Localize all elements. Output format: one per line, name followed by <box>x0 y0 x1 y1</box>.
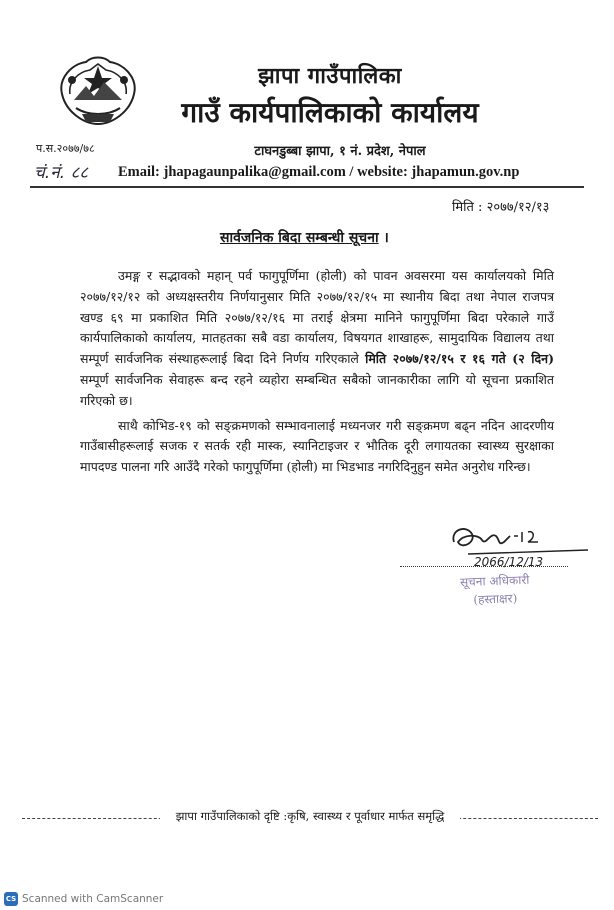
office-title: गाउँ कार्यपालिकाको कार्यालय <box>181 96 479 129</box>
holiday-dates-highlight: मिति २०७७/१२/१५ र १६ गते (२ दिन) <box>365 351 554 367</box>
subject-suffix: । <box>378 230 389 246</box>
notice-body <box>80 266 554 478</box>
office-name: झापा गाउँपालिका <box>258 63 402 89</box>
signature-line <box>400 566 568 567</box>
reference-number: प.स.२०७७/७८ <box>36 142 95 155</box>
dispatch-number-handwritten: चं.नं. ८८ <box>34 163 89 183</box>
footer-divider-left <box>22 818 172 819</box>
contact-info: Email: jhapagaunpalika@gmail.com / website: jhapamun.gov.np <box>118 164 520 180</box>
scanner-watermark: Scanned with CamScanner <box>22 893 164 905</box>
nepal-emblem-icon <box>52 50 144 130</box>
paragraph-2: साथै कोभिड-१९ को सङ्क्रमणको सम्भावनालाई मध्यनजर गरी सङ्क्रमण बढ्न नदिन आदरणीय गाउँबासीहरूलाई सजक र सतर्क रही मास्क, स्यानिटाइजर र भौतिक दूरी लगायतका स्वास्थ्य सुरक्षाका मापदण्ड पालना गरि आउँदै गरेको फागुपूर्णिमा (होली) मा भिडभाड नगरिदिनुहुन समेत अनुरोध गरिन्छ। <box>80 417 554 475</box>
footer-motto: झापा गाउँपालिकाको दृष्टि :कृषि, स्वास्थ्य र पूर्वाधार मार्फत समृद्धि <box>160 809 460 824</box>
subject-text: सार्वजनिक बिदा सम्बन्धी सूचना <box>220 230 379 246</box>
official-stamp <box>439 570 550 610</box>
stamp-line-1: सूचना अधिकारी <box>459 572 530 590</box>
letter-date: मिति : २०७७/१२/१३ <box>452 200 550 215</box>
paragraph-1-text-c: सम्पूर्ण सार्वजनिक सेवाहरू बन्द रहने व्यहोरा सम्बन्धित सबैको जानकारीका लागि यो सूचना प्रकाशित गरिएको छ। <box>80 371 554 408</box>
signature-date: 2066/12/13 <box>474 555 544 569</box>
footer-divider-right <box>448 818 598 819</box>
handwritten-signature <box>448 520 598 570</box>
header-divider <box>30 186 584 188</box>
paragraph-1-text-a: उमङ्ग र सद्भावको महान् पर्व फागुपूर्णिमा (होली) को पावन अवसरमा यस कार्यालयको मिति २०७७/१२/१२ को अध्यक्षस्तरीय निर्णयानुसार मिति २०७७/१२/१५ मा स्थानीय बिदा तथा नेपाल राजपत्र खण्ड ६९ मा प्रकाशित मिति २०७७/१२/१६ मा तराई क्षेत्रमा मानिने फागुपूर्णिमा बिदा परेकाले गाउँ कार्यपालिकाको कार्यालय, मातहतका सबै वडा कार्यालय, विषयगत शाखाहरू, सामुदायिक विद्यालय तथा सम्पूर्ण सार्वजनिक संस्थाहरूलाई बिदा दिने निर्णय गरिएकाले <box>80 268 554 367</box>
notice-subject <box>220 228 389 247</box>
stamp-line-2: (हस्ताक्षर) <box>473 591 518 607</box>
paragraph-1 <box>80 266 554 412</box>
camscanner-logo-icon: CS <box>4 892 18 906</box>
office-address: टाघनडुब्बा झापा, १ नं. प्रदेश, नेपाल <box>254 144 426 159</box>
